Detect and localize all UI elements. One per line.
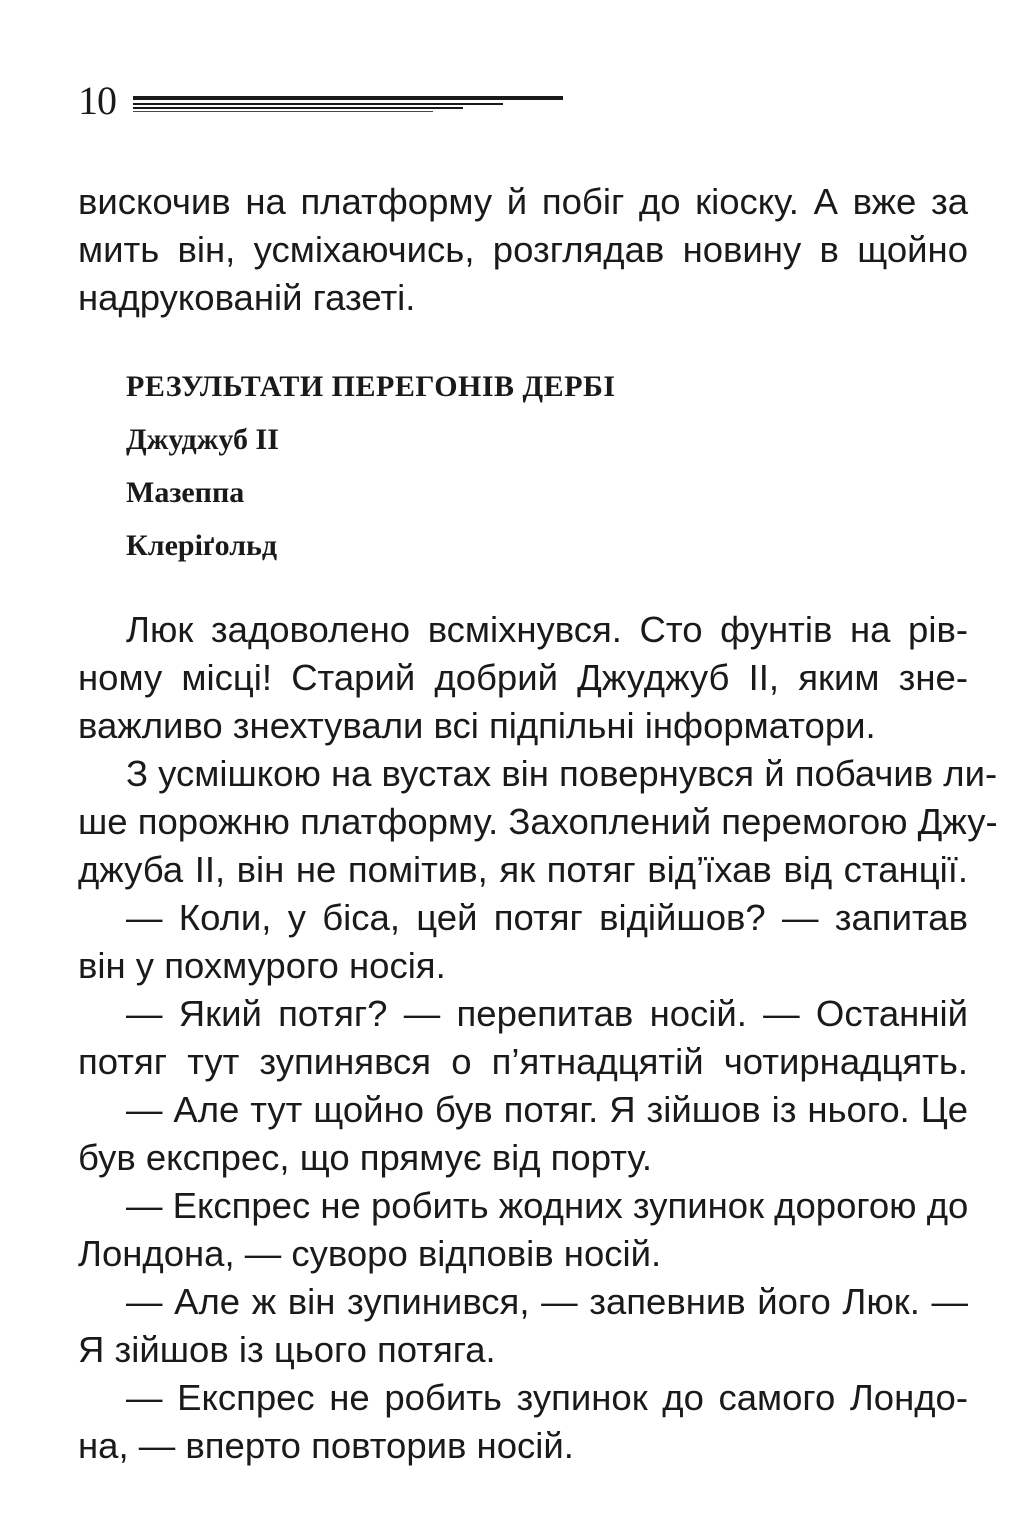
text-line: Люк задоволено всміхнувся. Сто фунтів на рів- [126,609,968,650]
intro-paragraph [78,178,968,322]
header-rule [133,96,563,114]
text-line: — Коли, у біса, цей потяг відійшов? — запитав [126,897,968,938]
text-line: — Але тут щойно був потяг. Я зійшов із нього. Це [126,1089,968,1130]
text-line: вискочив на платформу й побіг до кіоску. А вже за [78,181,968,222]
story-text [78,606,998,1470]
text-line: важливо знехтували всі підпільні інформатори. [78,705,876,746]
text-line: мить він, усміхаючись, розглядав новину в щойно [78,229,968,270]
bulletin-result: Джуджуб II [126,423,279,456]
text-line: — Який потяг? — перепитав носій. — Останній [126,993,968,1034]
text-line: ше порожню платформу. Захоплений перемогою Джу- [78,801,998,842]
text-line: він у похмурого носія. [78,945,446,986]
text-line: — Але ж він зупинився, — запевнив його Люк. — [126,1281,968,1322]
newspaper-bulletin [126,360,616,572]
text-line: на, — вперто повторив носій. [78,1425,574,1466]
bulletin-result: Клеріґольд [126,529,278,562]
text-line: потяг тут зупинявся о п’ятнадцятій чотирнадцять. [78,1041,968,1082]
text-line: надрукованій газеті. [78,277,416,318]
text-line: — Експрес не робить зупинок до самого Лондо- [126,1377,968,1418]
bulletin-title: РЕЗУЛЬТАТИ ПЕРЕГОНІВ ДЕРБІ [126,370,616,403]
text-line: — Експрес не робить жодних зупинок дорогою до [126,1185,969,1226]
text-line: був експрес, що прямує від порту. [78,1137,653,1178]
page-header [78,76,578,126]
text-line: Лондона, — суворо відповів носій. [78,1233,662,1274]
header-rule-line [133,111,433,112]
page-number: 10 [78,78,116,123]
text-line: З усмішкою на вустах він повернувся й побачив ли- [126,753,998,794]
header-rule-line [133,103,503,105]
text-line: Я зійшов із цього потяга. [78,1329,496,1370]
text-line: ному місці! Старий добрий Джуджуб II, яким зне- [78,657,968,698]
header-rule-line [133,96,563,100]
text-line: джуба II, він не помітив, як потяг від’їхав від станції. [78,849,968,890]
header-rule-line [133,107,463,109]
bulletin-result: Мазеппа [126,476,245,509]
